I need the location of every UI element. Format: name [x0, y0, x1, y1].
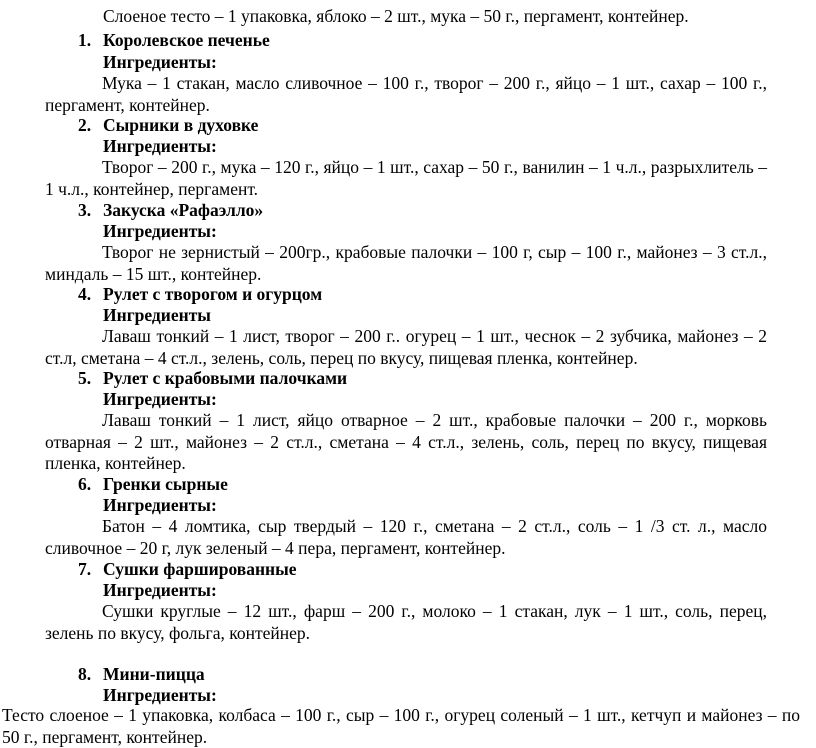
recipe-title: Сушки фаршированные [103, 559, 297, 579]
ingredients-label: Ингредиенты: [103, 580, 217, 600]
recipe-number: 3. [78, 200, 92, 220]
recipe-ingredients-text: Мука – 1 стакан, масло сливочное – 100 г., творог – 200 г., яйцо – 1 шт., сахар – 100 г., пергамент, контейнер. [45, 73, 767, 115]
recipe-title: Гренки сырные [103, 474, 228, 494]
recipe-ingredients-text: Творог не зернистый – 200гр., крабовые палочки – 100 г, сыр – 100 г., майонез – 3 ст.л., миндаль – 15 шт., контейнер. [45, 242, 767, 284]
recipe-title: Королевское печенье [103, 30, 270, 50]
ingredients-label: Ингредиенты [103, 305, 211, 325]
recipe-number: 1. [78, 30, 92, 50]
recipe-number: 4. [78, 284, 92, 304]
recipe-title: Рулет с творогом и огурцом [103, 284, 323, 304]
ingredients-label: Ингредиенты: [103, 52, 217, 72]
ingredients-label: Ингредиенты: [103, 495, 217, 515]
recipe-ingredients-text: Лаваш тонкий – 1 лист, яйцо отварное – 2 шт., крабовые палочки – 200 г., морковь отварная – 2 шт., майонез – 2 ст.л., сметана – 4 ст.л., зелень, соль, перец по вкусу, пищевая пленка, контейнер. [45, 410, 767, 473]
ingredients-label: Ингредиенты: [103, 389, 217, 409]
recipe-ingredients-text: Сушки круглые – 12 шт., фарш – 200 г., молоко – 1 стакан, лук – 1 шт., соль, перец, зелень по вкусу, фольга, контейнер. [45, 601, 767, 643]
recipe-number: 5. [78, 368, 92, 388]
recipe-number: 7. [78, 559, 92, 579]
recipe-ingredients-text: Творог – 200 г., мука – 120 г., яйцо – 1 шт., сахар – 50 г., ванилин – 1 ч.л., разрыхлитель – 1 ч.л., контейнер, пергамент. [45, 157, 767, 199]
recipe-number: 2. [78, 115, 92, 135]
recipe-ingredients-text: Тесто слоеное – 1 упаковка, колбаса – 100 г., сыр – 100 г., огурец соленый – 1 шт., кетчуп и майонез – по 50 г., пергамент, контейнер. [2, 705, 800, 747]
recipe-ingredients-text: Лаваш тонкий – 1 лист, творог – 200 г.. огурец – 1 шт., чеснок – 2 зубчика, майонез – 2 ст.л, сметана – 4 ст.л., зелень, соль, перец по вкусу, пищевая пленка, контейнер. [45, 326, 767, 368]
recipe-title: Сырники в духовке [103, 115, 259, 135]
intro-text: Слоеное тесто – 1 упаковка, яблоко – 2 шт., мука – 50 г., пергамент, контейнер. [103, 6, 689, 26]
recipe-ingredients-text: Батон – 4 ломтика, сыр твердый – 120 г., сметана – 2 ст.л., соль – 1 /3 ст. л., масло сливочное – 20 г, лук зеленый – 4 пера, пергамент, контейнер. [45, 516, 767, 558]
recipe-title: Закуска «Рафаэлло» [103, 200, 264, 220]
ingredients-label: Ингредиенты: [103, 221, 217, 241]
recipe-number: 8. [78, 664, 92, 684]
ingredients-label: Ингредиенты: [103, 136, 217, 156]
recipe-number: 6. [78, 474, 92, 494]
recipe-title: Рулет с крабовыми палочками [103, 368, 348, 388]
recipe-title: Мини-пицца [103, 664, 205, 684]
ingredients-label: Ингредиенты: [103, 685, 217, 705]
